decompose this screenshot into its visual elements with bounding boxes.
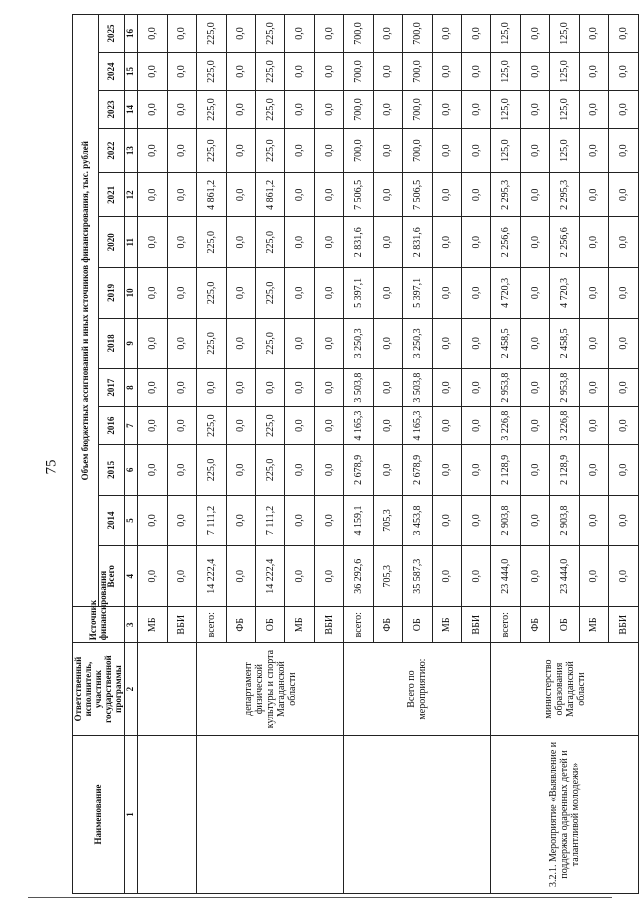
table-body <box>138 15 638 894</box>
column-number: 4 <box>125 546 138 607</box>
year-value-cell: 0,0 <box>520 369 549 407</box>
header-year: 2023 <box>99 91 125 129</box>
year-value-cell: 0,0 <box>167 318 196 369</box>
year-value-cell: 0,0 <box>197 369 226 407</box>
page-number: 75 <box>43 459 60 475</box>
column-number: 13 <box>125 128 138 172</box>
year-value-cell: 7 506,5 <box>344 173 373 217</box>
year-value-cell: 0,0 <box>285 15 314 53</box>
column-number: 11 <box>125 217 138 268</box>
year-value-cell: 700,0 <box>344 53 373 91</box>
year-value-cell: 7 111,2 <box>197 495 226 546</box>
year-value-cell: 0,0 <box>520 268 549 319</box>
year-value-cell: 225,0 <box>197 15 226 53</box>
program-name-cell <box>138 735 197 893</box>
page-bottom-rule <box>28 897 612 898</box>
year-value-cell: 0,0 <box>579 217 608 268</box>
year-value-cell: 0,0 <box>138 369 167 407</box>
year-value-cell: 0,0 <box>373 53 402 91</box>
year-value-cell: 2 953,8 <box>550 369 579 407</box>
year-value-cell: 125,0 <box>491 15 520 53</box>
source-cell: ФБ <box>520 607 549 643</box>
year-value-cell: 2 678,9 <box>403 445 432 496</box>
year-value-cell: 2 903,8 <box>550 495 579 546</box>
year-value-cell: 225,0 <box>197 445 226 496</box>
year-value-cell: 0,0 <box>285 445 314 496</box>
year-value-cell: 0,0 <box>285 495 314 546</box>
year-value-cell: 2 295,3 <box>550 173 579 217</box>
year-value-cell: 225,0 <box>197 407 226 445</box>
year-value-cell: 225,0 <box>197 318 226 369</box>
year-value-cell: 700,0 <box>403 15 432 53</box>
source-cell: МБ <box>138 607 167 643</box>
year-value-cell: 0,0 <box>138 15 167 53</box>
header-year: 2018 <box>99 318 125 369</box>
total-cell: 14 222,4 <box>256 546 285 607</box>
header-year: 2017 <box>99 369 125 407</box>
year-value-cell: 0,0 <box>314 495 343 546</box>
year-value-cell: 0,0 <box>609 53 639 91</box>
total-cell: 0,0 <box>226 546 255 607</box>
year-value-cell: 0,0 <box>167 217 196 268</box>
year-value-cell: 0,0 <box>432 15 461 53</box>
year-value-cell: 0,0 <box>138 173 167 217</box>
year-value-cell: 3 453,8 <box>403 495 432 546</box>
year-value-cell: 0,0 <box>461 369 490 407</box>
year-value-cell: 225,0 <box>256 53 285 91</box>
year-value-cell: 0,0 <box>609 495 639 546</box>
header-row-numbers <box>125 15 138 894</box>
column-number: 8 <box>125 369 138 407</box>
total-cell: 705,3 <box>373 546 402 607</box>
year-value-cell: 225,0 <box>256 91 285 129</box>
year-value-cell: 0,0 <box>432 173 461 217</box>
year-value-cell: 225,0 <box>197 53 226 91</box>
year-value-cell: 0,0 <box>314 445 343 496</box>
year-value-cell: 0,0 <box>138 53 167 91</box>
year-value-cell: 0,0 <box>461 173 490 217</box>
year-value-cell: 2 953,8 <box>491 369 520 407</box>
year-value-cell: 225,0 <box>197 128 226 172</box>
year-value-cell: 125,0 <box>550 128 579 172</box>
year-value-cell: 0,0 <box>138 445 167 496</box>
year-value-cell: 0,0 <box>432 53 461 91</box>
year-value-cell: 0,0 <box>461 318 490 369</box>
year-value-cell: 0,0 <box>167 445 196 496</box>
year-value-cell: 0,0 <box>579 15 608 53</box>
header-year: 2021 <box>99 173 125 217</box>
year-value-cell: 0,0 <box>167 268 196 319</box>
year-value-cell: 225,0 <box>256 268 285 319</box>
header-total: Всего <box>99 546 125 607</box>
year-value-cell: 700,0 <box>344 15 373 53</box>
source-cell: ВБИ <box>167 607 196 643</box>
year-value-cell: 0,0 <box>579 128 608 172</box>
year-value-cell: 225,0 <box>256 445 285 496</box>
executor-cell: Всего по мероприятию: <box>344 643 491 736</box>
year-value-cell: 0,0 <box>138 268 167 319</box>
year-value-cell: 0,0 <box>285 91 314 129</box>
year-value-cell: 0,0 <box>432 445 461 496</box>
year-value-cell: 0,0 <box>226 173 255 217</box>
year-value-cell: 0,0 <box>520 15 549 53</box>
year-value-cell: 0,0 <box>579 495 608 546</box>
year-value-cell: 0,0 <box>579 318 608 369</box>
source-cell: всего: <box>491 607 520 643</box>
year-value-cell: 225,0 <box>256 318 285 369</box>
year-value-cell: 0,0 <box>138 91 167 129</box>
program-name-cell <box>344 735 491 893</box>
year-value-cell: 0,0 <box>609 15 639 53</box>
year-value-cell: 700,0 <box>403 128 432 172</box>
header-year: 2014 <box>99 495 125 546</box>
total-cell: 0,0 <box>461 546 490 607</box>
column-number: 6 <box>125 445 138 496</box>
year-value-cell: 125,0 <box>550 15 579 53</box>
year-value-cell: 2 903,8 <box>491 495 520 546</box>
program-name-cell: 3.2.1. Мероприятие «Выявление и поддержка одаренных детей и талантливой молодежи» <box>491 735 638 893</box>
header-year: 2019 <box>99 268 125 319</box>
year-value-cell: 0,0 <box>226 268 255 319</box>
year-value-cell: 0,0 <box>373 268 402 319</box>
executor-cell: министерство образования Магаданской области <box>491 643 638 736</box>
year-value-cell: 0,0 <box>167 173 196 217</box>
year-value-cell: 0,0 <box>432 268 461 319</box>
column-number: 9 <box>125 318 138 369</box>
total-cell: 0,0 <box>609 546 639 607</box>
year-value-cell: 0,0 <box>579 268 608 319</box>
year-value-cell: 3 250,3 <box>344 318 373 369</box>
year-value-cell: 0,0 <box>314 217 343 268</box>
column-number: 14 <box>125 91 138 129</box>
year-value-cell: 3 250,3 <box>403 318 432 369</box>
year-value-cell: 0,0 <box>609 369 639 407</box>
year-value-cell: 0,0 <box>520 91 549 129</box>
year-value-cell: 0,0 <box>314 128 343 172</box>
header-year: 2015 <box>99 445 125 496</box>
year-value-cell: 0,0 <box>520 53 549 91</box>
header-row-top <box>73 15 99 894</box>
year-value-cell: 0,0 <box>461 91 490 129</box>
year-value-cell: 0,0 <box>520 495 549 546</box>
year-value-cell: 225,0 <box>197 217 226 268</box>
year-value-cell: 700,0 <box>344 91 373 129</box>
source-cell: ФБ <box>373 607 402 643</box>
total-cell: 0,0 <box>285 546 314 607</box>
year-value-cell: 0,0 <box>167 15 196 53</box>
table-row <box>138 15 167 894</box>
year-value-cell: 3 226,8 <box>550 407 579 445</box>
year-value-cell: 0,0 <box>285 268 314 319</box>
year-value-cell: 125,0 <box>491 91 520 129</box>
year-value-cell: 225,0 <box>256 217 285 268</box>
year-value-cell: 3 503,8 <box>344 369 373 407</box>
year-value-cell: 0,0 <box>314 268 343 319</box>
year-value-cell: 0,0 <box>285 318 314 369</box>
year-value-cell: 2 831,6 <box>403 217 432 268</box>
year-value-cell: 0,0 <box>314 369 343 407</box>
year-value-cell: 0,0 <box>314 407 343 445</box>
year-value-cell: 705,3 <box>373 495 402 546</box>
total-cell: 0,0 <box>579 546 608 607</box>
total-cell: 0,0 <box>432 546 461 607</box>
year-value-cell: 0,0 <box>373 128 402 172</box>
year-value-cell: 0,0 <box>520 318 549 369</box>
total-cell: 14 222,4 <box>197 546 226 607</box>
year-value-cell: 225,0 <box>256 128 285 172</box>
year-value-cell: 0,0 <box>373 173 402 217</box>
header-year: 2025 <box>99 15 125 53</box>
year-value-cell: 0,0 <box>579 445 608 496</box>
year-value-cell: 5 397,1 <box>403 268 432 319</box>
funding-table <box>72 14 639 894</box>
year-value-cell: 2 128,9 <box>491 445 520 496</box>
year-value-cell: 0,0 <box>609 217 639 268</box>
column-number: 5 <box>125 495 138 546</box>
header-year: 2020 <box>99 217 125 268</box>
year-value-cell: 2 458,5 <box>550 318 579 369</box>
year-value-cell: 0,0 <box>432 128 461 172</box>
year-value-cell: 0,0 <box>138 217 167 268</box>
year-value-cell: 0,0 <box>226 53 255 91</box>
total-cell: 0,0 <box>138 546 167 607</box>
year-value-cell: 2 256,6 <box>550 217 579 268</box>
year-value-cell: 0,0 <box>314 318 343 369</box>
year-value-cell: 0,0 <box>432 407 461 445</box>
source-cell: МБ <box>432 607 461 643</box>
year-value-cell: 0,0 <box>461 217 490 268</box>
total-cell: 23 444,0 <box>550 546 579 607</box>
year-value-cell: 0,0 <box>609 318 639 369</box>
year-value-cell: 0,0 <box>314 53 343 91</box>
year-value-cell: 0,0 <box>520 407 549 445</box>
year-value-cell: 700,0 <box>403 53 432 91</box>
year-value-cell: 0,0 <box>256 369 285 407</box>
source-cell: ОБ <box>256 607 285 643</box>
year-value-cell: 0,0 <box>226 217 255 268</box>
year-value-cell: 225,0 <box>256 15 285 53</box>
year-value-cell: 0,0 <box>579 91 608 129</box>
year-value-cell: 5 397,1 <box>344 268 373 319</box>
header-source: Источник финансирования <box>73 607 125 643</box>
column-number: 1 <box>125 735 138 893</box>
year-value-cell: 0,0 <box>461 495 490 546</box>
source-cell: ОБ <box>403 607 432 643</box>
total-cell: 0,0 <box>167 546 196 607</box>
year-value-cell: 0,0 <box>167 53 196 91</box>
year-value-cell: 7 506,5 <box>403 173 432 217</box>
year-value-cell: 0,0 <box>285 53 314 91</box>
year-value-cell: 0,0 <box>432 369 461 407</box>
year-value-cell: 2 831,6 <box>344 217 373 268</box>
total-cell: 0,0 <box>520 546 549 607</box>
column-number: 12 <box>125 173 138 217</box>
year-value-cell: 0,0 <box>285 217 314 268</box>
year-value-cell: 0,0 <box>226 15 255 53</box>
source-cell: всего: <box>197 607 226 643</box>
year-value-cell: 3 226,8 <box>491 407 520 445</box>
year-value-cell: 2 458,5 <box>491 318 520 369</box>
year-value-cell: 0,0 <box>138 495 167 546</box>
year-value-cell: 0,0 <box>373 318 402 369</box>
year-value-cell: 225,0 <box>197 91 226 129</box>
column-number: 15 <box>125 53 138 91</box>
year-value-cell: 0,0 <box>461 53 490 91</box>
year-value-cell: 4 159,1 <box>344 495 373 546</box>
source-cell: всего: <box>344 607 373 643</box>
year-value-cell: 700,0 <box>403 91 432 129</box>
program-name-cell <box>197 735 344 893</box>
year-value-cell: 0,0 <box>226 318 255 369</box>
executor-cell <box>138 643 197 736</box>
year-value-cell: 0,0 <box>432 495 461 546</box>
year-value-cell: 0,0 <box>609 268 639 319</box>
year-value-cell: 125,0 <box>550 53 579 91</box>
year-value-cell: 700,0 <box>344 128 373 172</box>
source-cell: ВБИ <box>314 607 343 643</box>
year-value-cell: 0,0 <box>314 173 343 217</box>
year-value-cell: 0,0 <box>432 318 461 369</box>
year-value-cell: 3 503,8 <box>403 369 432 407</box>
rotated-table-wrapper <box>72 14 629 894</box>
source-cell: МБ <box>579 607 608 643</box>
year-value-cell: 0,0 <box>226 91 255 129</box>
year-value-cell: 0,0 <box>167 369 196 407</box>
year-value-cell: 0,0 <box>373 91 402 129</box>
source-cell: ОБ <box>550 607 579 643</box>
year-value-cell: 0,0 <box>609 445 639 496</box>
column-number: 3 <box>125 607 138 643</box>
header-name: Наименование <box>73 735 125 893</box>
header-year: 2022 <box>99 128 125 172</box>
year-value-cell: 0,0 <box>167 128 196 172</box>
year-value-cell: 4 861,2 <box>197 173 226 217</box>
year-value-cell: 2 678,9 <box>344 445 373 496</box>
table-row <box>491 15 520 894</box>
year-value-cell: 4 720,3 <box>491 268 520 319</box>
year-value-cell: 125,0 <box>491 53 520 91</box>
year-value-cell: 125,0 <box>550 91 579 129</box>
year-value-cell: 0,0 <box>579 369 608 407</box>
header-funding-title: Объем бюджетных ассигнований и иных источников финансирования, тыс. рублей <box>73 15 99 607</box>
year-value-cell: 0,0 <box>314 15 343 53</box>
year-value-cell: 0,0 <box>520 128 549 172</box>
year-value-cell: 0,0 <box>432 91 461 129</box>
year-value-cell: 0,0 <box>373 407 402 445</box>
year-value-cell: 0,0 <box>461 128 490 172</box>
year-value-cell: 0,0 <box>167 495 196 546</box>
year-value-cell: 0,0 <box>226 369 255 407</box>
year-value-cell: 0,0 <box>285 369 314 407</box>
column-number: 16 <box>125 15 138 53</box>
year-value-cell: 0,0 <box>609 91 639 129</box>
year-value-cell: 0,0 <box>609 128 639 172</box>
year-value-cell: 0,0 <box>226 128 255 172</box>
executor-cell: департамент физической культуры и спорта Магаданской области <box>197 643 344 736</box>
total-cell: 23 444,0 <box>491 546 520 607</box>
year-value-cell: 0,0 <box>461 268 490 319</box>
year-value-cell: 4 720,3 <box>550 268 579 319</box>
year-value-cell: 0,0 <box>285 173 314 217</box>
year-value-cell: 2 295,3 <box>491 173 520 217</box>
year-value-cell: 225,0 <box>256 407 285 445</box>
year-value-cell: 0,0 <box>167 407 196 445</box>
year-value-cell: 2 128,9 <box>550 445 579 496</box>
year-value-cell: 0,0 <box>285 128 314 172</box>
column-number: 7 <box>125 407 138 445</box>
header-executor: Ответственный исполнитель, участник государственной программы <box>73 643 125 736</box>
year-value-cell: 2 256,6 <box>491 217 520 268</box>
year-value-cell: 0,0 <box>609 407 639 445</box>
year-value-cell: 0,0 <box>579 407 608 445</box>
total-cell: 0,0 <box>314 546 343 607</box>
year-value-cell: 4 861,2 <box>256 173 285 217</box>
year-value-cell: 0,0 <box>285 407 314 445</box>
total-cell: 36 292,6 <box>344 546 373 607</box>
table-row <box>197 15 226 894</box>
year-value-cell: 0,0 <box>138 128 167 172</box>
year-value-cell: 0,0 <box>579 53 608 91</box>
year-value-cell: 0,0 <box>520 445 549 496</box>
year-value-cell: 0,0 <box>432 217 461 268</box>
year-value-cell: 0,0 <box>579 173 608 217</box>
year-value-cell: 225,0 <box>197 268 226 319</box>
year-value-cell: 0,0 <box>520 173 549 217</box>
year-value-cell: 0,0 <box>609 173 639 217</box>
year-value-cell: 0,0 <box>373 15 402 53</box>
column-number: 2 <box>125 643 138 736</box>
year-value-cell: 0,0 <box>314 91 343 129</box>
year-value-cell: 0,0 <box>461 445 490 496</box>
year-value-cell: 0,0 <box>138 318 167 369</box>
year-value-cell: 0,0 <box>226 495 255 546</box>
year-value-cell: 0,0 <box>373 369 402 407</box>
column-number: 10 <box>125 268 138 319</box>
year-value-cell: 4 165,3 <box>344 407 373 445</box>
source-cell: ФБ <box>226 607 255 643</box>
year-value-cell: 7 111,2 <box>256 495 285 546</box>
year-value-cell: 0,0 <box>226 407 255 445</box>
source-cell: ВБИ <box>609 607 639 643</box>
year-value-cell: 125,0 <box>491 128 520 172</box>
year-value-cell: 0,0 <box>461 15 490 53</box>
table-row <box>344 15 373 894</box>
header-year: 2024 <box>99 53 125 91</box>
year-value-cell: 0,0 <box>226 445 255 496</box>
header-year: 2016 <box>99 407 125 445</box>
total-cell: 35 587,3 <box>403 546 432 607</box>
year-value-cell: 0,0 <box>373 217 402 268</box>
year-value-cell: 0,0 <box>373 445 402 496</box>
year-value-cell: 0,0 <box>167 91 196 129</box>
year-value-cell: 0,0 <box>138 407 167 445</box>
year-value-cell: 4 165,3 <box>403 407 432 445</box>
year-value-cell: 0,0 <box>520 217 549 268</box>
year-value-cell: 0,0 <box>461 407 490 445</box>
source-cell: ВБИ <box>461 607 490 643</box>
source-cell: МБ <box>285 607 314 643</box>
